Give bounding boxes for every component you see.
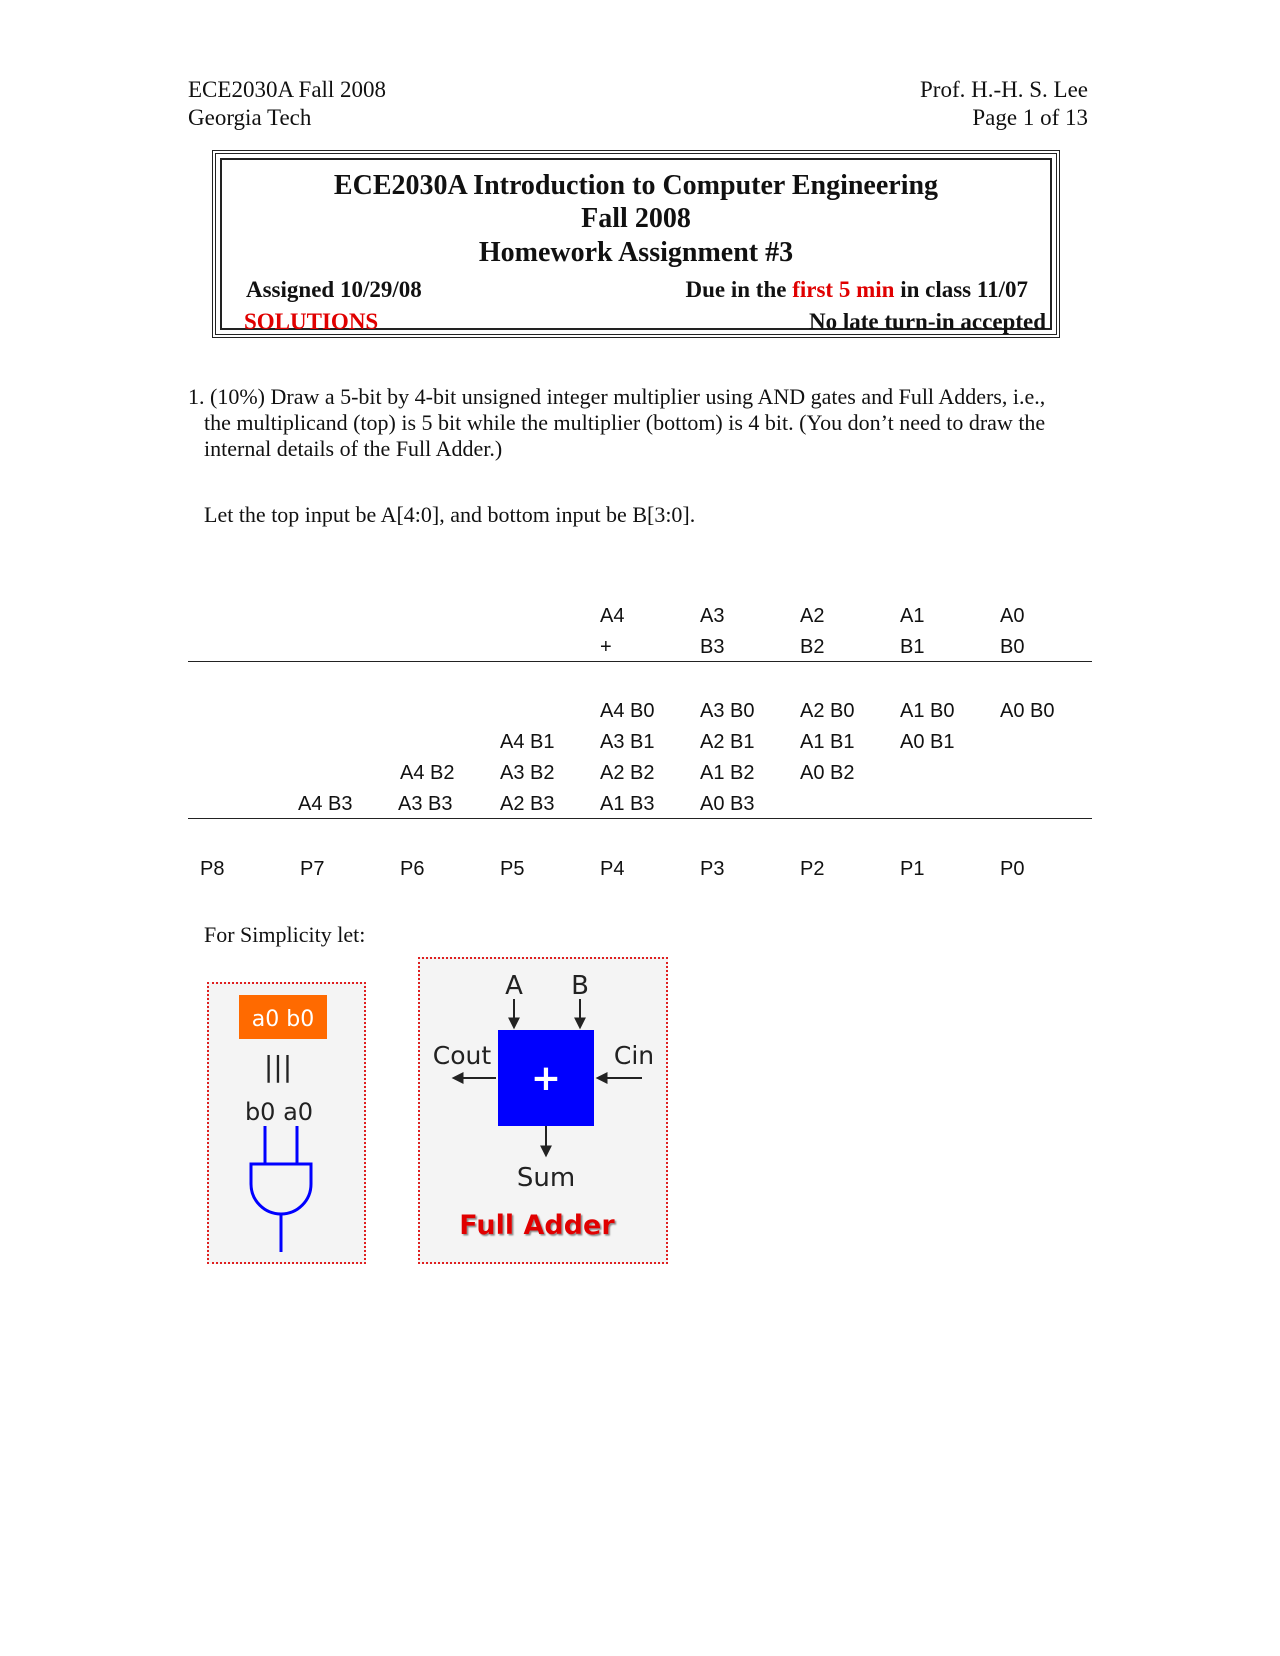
table-cell: A1 bbox=[900, 605, 925, 627]
table-cell: A3 bbox=[700, 605, 725, 627]
input-a-label: A bbox=[505, 971, 523, 1001]
product-cell: P8 bbox=[200, 858, 225, 880]
table-cell: B1 bbox=[900, 636, 925, 658]
due-suffix: in class 11/07 bbox=[894, 277, 1028, 302]
table-cell: B3 bbox=[700, 636, 725, 658]
and-gate-diagram bbox=[207, 982, 366, 1264]
late-policy: No late turn-in accepted bbox=[809, 309, 1046, 334]
due-prefix: Due in the bbox=[685, 277, 793, 302]
input-b-label: B bbox=[571, 971, 589, 1001]
table-cell: A1 B0 bbox=[900, 700, 955, 722]
table-cell: A4 B2 bbox=[400, 762, 455, 784]
full-adder-caption: Full Adder bbox=[459, 1210, 615, 1241]
question-line-3: internal details of the Full Adder.) bbox=[204, 436, 503, 461]
table-cell: A2 B0 bbox=[800, 700, 855, 722]
school-header: Georgia Tech bbox=[188, 105, 312, 130]
product-cell: P6 bbox=[400, 858, 425, 880]
table-cell: A2 B2 bbox=[600, 762, 655, 784]
due-highlight: first 5 min bbox=[792, 277, 895, 302]
table-cell: + bbox=[600, 636, 612, 658]
product-cell: P0 bbox=[1000, 858, 1025, 880]
table-cell: A0 bbox=[1000, 605, 1025, 627]
table-cell: A4 B0 bbox=[600, 700, 655, 722]
table-cell: A0 B1 bbox=[900, 731, 955, 753]
table-cell: A4 B3 bbox=[298, 793, 353, 815]
title-box bbox=[212, 150, 1060, 338]
course-title: ECE2030A Introduction to Computer Engineering bbox=[333, 170, 939, 201]
table-cell: A4 bbox=[600, 605, 625, 627]
semester-title: Fall 2008 bbox=[581, 203, 691, 234]
and-inputs-label: b0 a0 bbox=[244, 1098, 314, 1126]
table-cell: B2 bbox=[800, 636, 825, 658]
table-cell: A0 B0 bbox=[1000, 700, 1055, 722]
plus-icon: + bbox=[530, 1058, 562, 1099]
table-cell: A0 B2 bbox=[800, 762, 855, 784]
cout-label: Cout bbox=[432, 1041, 492, 1070]
table-cell: A4 B1 bbox=[500, 731, 555, 753]
table-cell: A1 B3 bbox=[600, 793, 655, 815]
page-number: Page 1 of 13 bbox=[972, 105, 1088, 130]
product-cell: P5 bbox=[500, 858, 525, 880]
product-cell: P3 bbox=[700, 858, 725, 880]
table-cell: A1 B2 bbox=[700, 762, 755, 784]
and-gate-icon bbox=[251, 1164, 311, 1214]
table-cell: B0 bbox=[1000, 636, 1025, 658]
full-adder-diagram bbox=[418, 957, 668, 1264]
course-header: ECE2030A Fall 2008 bbox=[188, 77, 387, 102]
product-cell: P1 bbox=[900, 858, 925, 880]
question-line-1: 1. (10%) Draw a 5-bit by 4-bit unsigned integer multiplier using AND gates and Full Adders, i.e., bbox=[188, 384, 1046, 409]
due-date bbox=[686, 276, 1028, 304]
product-cell: P7 bbox=[300, 858, 325, 880]
table-cell: A3 B3 bbox=[398, 793, 453, 815]
assignment-title: Homework Assignment #3 bbox=[478, 237, 794, 268]
inputs-definition: Let the top input be A[4:0], and bottom input be B[3:0]. bbox=[204, 502, 696, 527]
assigned-date: Assigned 10/29/08 bbox=[246, 277, 422, 302]
table-cell: A3 B1 bbox=[600, 731, 655, 753]
question-line-2: the multiplicand (top) is 5 bit while the multiplier (bottom) is 4 bit. (You don’t need to draw the bbox=[204, 410, 1046, 435]
cin-label: Cin bbox=[613, 1041, 655, 1070]
table-cell: A3 B0 bbox=[700, 700, 755, 722]
table-cell: A3 B2 bbox=[500, 762, 555, 784]
title-box-inner bbox=[220, 158, 1052, 334]
table-divider bbox=[188, 818, 1092, 819]
simplicity-label: For Simplicity let: bbox=[204, 922, 366, 947]
table-cell: A1 B1 bbox=[800, 731, 855, 753]
and-gate-svg bbox=[209, 984, 364, 1262]
sum-label: Sum bbox=[516, 1163, 576, 1193]
product-cell: P4 bbox=[600, 858, 625, 880]
professor-header: Prof. H.-H. S. Lee bbox=[920, 77, 1088, 102]
table-cell: A0 B3 bbox=[700, 793, 755, 815]
and-badge-text: a0 b0 bbox=[251, 1007, 315, 1032]
solutions-label: SOLUTIONS bbox=[244, 309, 379, 334]
table-cell: A2 B3 bbox=[500, 793, 555, 815]
equivalence-symbol: ||| bbox=[263, 1050, 293, 1083]
table-divider bbox=[188, 661, 1092, 662]
product-cell: P2 bbox=[800, 858, 825, 880]
full-adder-svg bbox=[420, 959, 666, 1262]
table-cell: A2 bbox=[800, 605, 825, 627]
table-cell: A2 B1 bbox=[700, 731, 755, 753]
